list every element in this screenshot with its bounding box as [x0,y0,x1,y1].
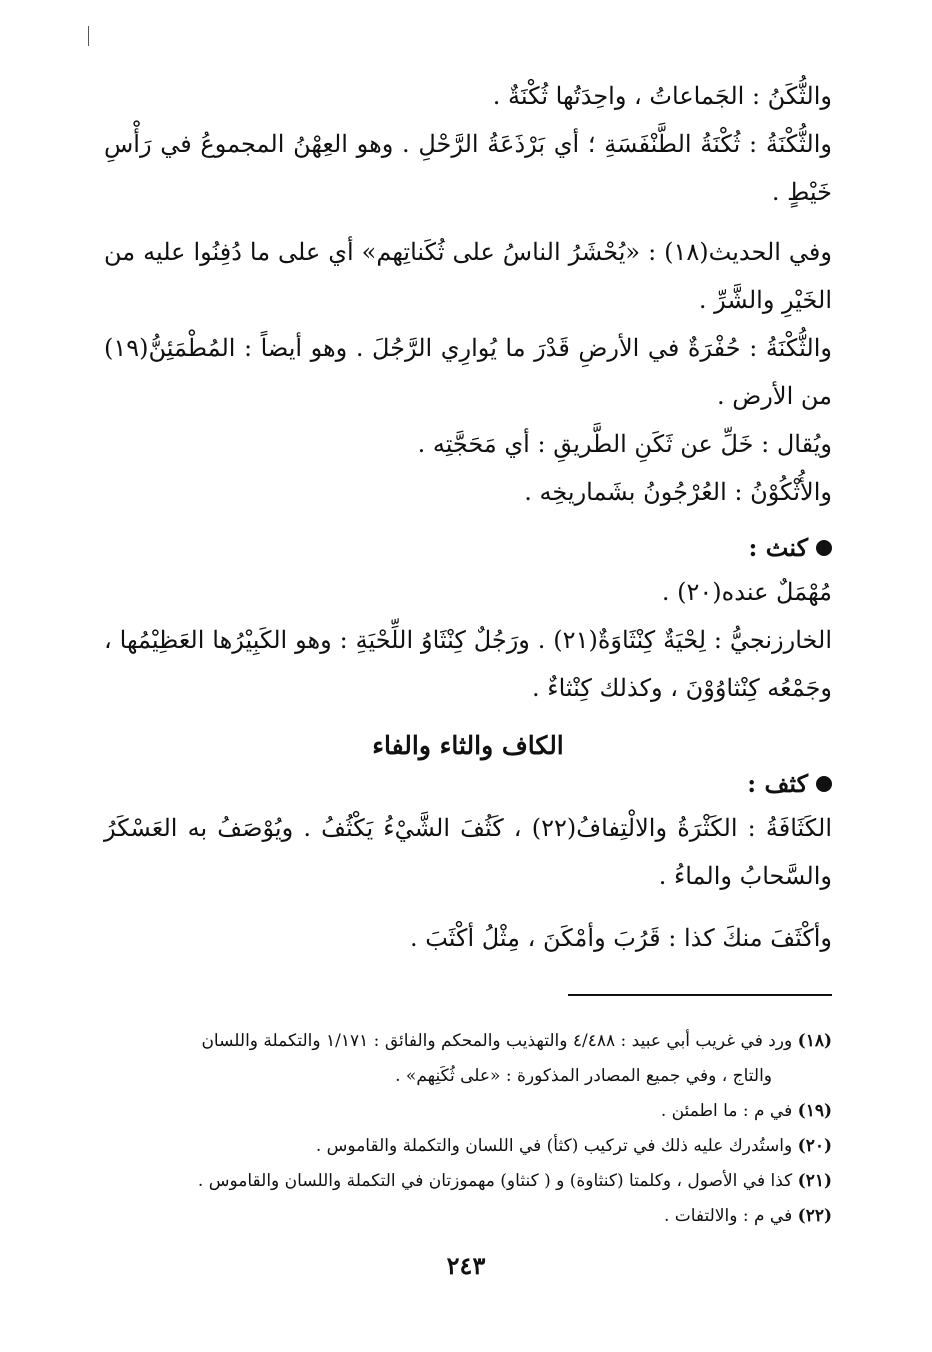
footnotes [98,1024,832,1234]
entry-heading-kanath [104,528,832,568]
paragraph: والثُّكْنَةُ : ثُكْنَةُ الطَّنْفَسَةِ ؛ أي بَرْذَعَةُ الرَّحْلِ . وهو العِهْنُ المجموعُ في رَأْسِ خَيْطٍ . [104,130,832,206]
footnote-text: في م : والالتفات . [663,1206,793,1226]
footnote-number: (٢١) [797,1171,832,1191]
footnote-text: في م : ما اطمئن . [660,1101,793,1121]
footnote-21 [98,1164,832,1199]
text-block-thukn [104,72,832,216]
footnote-separator [568,994,832,996]
footnote-text: واستُدرك عليه ذلك في تركيب (كثأ) في اللسان والتكملة والقاموس . [315,1136,793,1156]
footnote-text: والتاج ، وفي جميع المصادر المذكورة : «على ثُكَنِهم» . [395,1066,772,1086]
text-block-kathaf [104,804,832,900]
footnote-text: كذا في الأصول ، وكلمتا (كنثاوة) و ( كنثاو) مهموزتان في التكملة واللسان والقاموس . [197,1171,793,1191]
paragraph: مُهْمَلٌ عنده(٢٠) . [661,578,832,606]
bullet-icon [816,540,832,556]
paragraph: والأُثْكُوْنُ : العُرْجُونُ بشَماريخِه . [524,478,832,506]
entry-heading-kathaf [104,764,832,804]
entry-heading-text: كثف : [747,769,808,798]
text-block-akthaf [104,914,832,962]
footnote-22 [98,1199,832,1234]
footnote-number: (٢٠) [797,1136,832,1156]
footnote-number: (١٨) [797,1031,832,1051]
footnote-19 [98,1094,832,1129]
scan-edge-mark [88,26,89,46]
text-block-hadith [104,228,832,420]
footnote-18 [98,1024,832,1059]
entry-heading-text: كنث : [748,533,808,562]
text-block-kanath [104,568,832,712]
footnote-text: ورد في غريب أبي عبيد : ٤/٤٨٨ والتهذيب والمحكم والفائق : ١/١٧١ والتكملة واللسان [201,1031,793,1051]
paragraph: والثُّكَنُ : الجَماعاتُ ، واحِدَتُها ثُكْنَةٌ . [492,82,832,110]
page-number: ٢٤٣ [446,1251,486,1280]
footnote-18-continued [98,1059,832,1094]
footnote-number: (١٩) [797,1101,832,1121]
paragraph: الكَثَافَةُ : الكَثْرَةُ والالْتِفافُ(٢٢) ، كَثُفَ الشَّيْءُ يَكْثُفُ . ويُوْصَفُ به العَسْكَرُ والسَّحابُ والماءُ . [104,814,832,890]
paragraph: ويُقال : خَلِّ عن ثَكَنِ الطَّريقِ : أي مَحَجَّتِه . [417,430,832,458]
bullet-icon [816,776,832,792]
paragraph: الخارزنجيُّ : لِحْيَةٌ كِنْثَاوَةٌ(٢١) . ورَجُلٌ كِنْثَاوُ اللِّحْيَةِ : وهو الكَبِيْرُها العَظِيْمُها ، وجَمْعُه كِنْثاوُوْنَ ، وكذلك كِنْثاءٌ . [104,626,833,702]
text-block-thakan [104,420,832,516]
paragraph: والثُّكْنَةُ : حُفْرَةٌ في الأرضِ قَدْرَ ما يُوارِي الرَّجُلَ . وهو أيضاً : المُطْمَئِنُّ(١٩) من الأرض . [104,334,832,410]
footnote-number: (٢٢) [797,1206,832,1226]
paragraph: وفي الحديث(١٨) : «يُحْشَرُ الناسُ على ثُكَناتِهم» أي على ما دُفِنُوا عليه من الخَيْرِ والشَّرِّ . [104,238,832,314]
section-title: الكاف والثاء والفاء [372,731,564,760]
paragraph: وأكْثَفَ منكَ كذا : قَرُبَ وأمْكَنَ ، مِثْلُ أكْثَبَ . [409,924,832,952]
footnote-20 [98,1129,832,1164]
